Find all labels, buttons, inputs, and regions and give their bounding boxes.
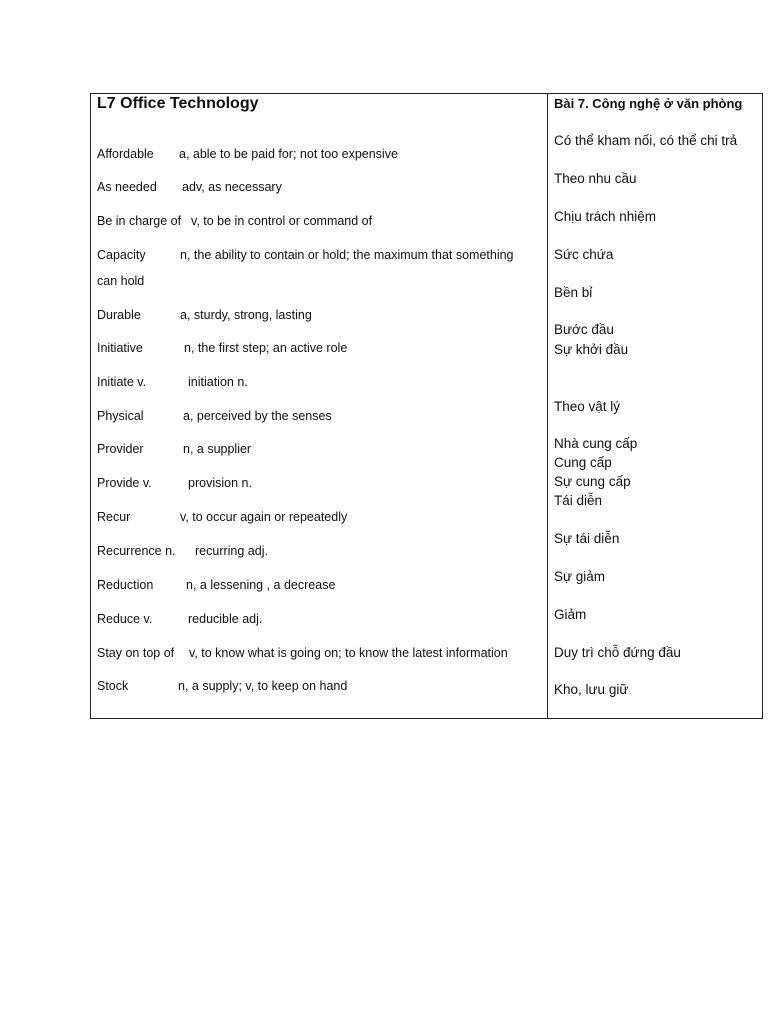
definition-stay-on-top-of: v, to know what is going on; to know the latest information xyxy=(189,646,508,660)
term-reduce: Reduce v. xyxy=(97,612,153,626)
definition-stock: n, a supply; v, to keep on hand xyxy=(178,679,348,693)
translation-initiative: Bước đầu xyxy=(554,322,614,337)
term-stock: Stock xyxy=(97,679,129,693)
lesson-title-vietnamese: Bài 7. Công nghệ ở văn phòng xyxy=(554,96,743,111)
term-provide: Provide v. xyxy=(97,476,152,490)
translation-affordable: Có thể kham nối, có thể chi trả xyxy=(554,133,738,148)
term-recurrence: Recurrence n. xyxy=(97,544,176,558)
term-physical: Physical xyxy=(97,409,144,423)
translation-initiation: Sự khởi đầu xyxy=(554,342,629,357)
term-provider: Provider xyxy=(97,442,144,456)
definition-capacity: n, the ability to contain or hold; the maximum that something xyxy=(180,248,514,262)
definition-reduction: n, a lessening , a decrease xyxy=(186,578,336,592)
term-as-needed: As needed xyxy=(97,180,157,194)
definition-physical: a, perceived by the senses xyxy=(183,409,332,423)
definition-durable: a, sturdy, strong, lasting xyxy=(180,308,312,322)
term-durable: Durable xyxy=(97,308,141,322)
translation-as-needed: Theo nhu cầu xyxy=(554,171,637,186)
definition-recurrence: recurring adj. xyxy=(195,544,268,558)
definition-provider: n, a supplier xyxy=(183,442,252,456)
column-divider xyxy=(547,94,548,718)
vocabulary-table xyxy=(90,93,763,719)
term-reduction: Reduction xyxy=(97,578,154,592)
translation-capacity: Sức chứa xyxy=(554,247,614,262)
term-stay-on-top-of: Stay on top of xyxy=(97,646,175,660)
term-be-in-charge-of: Be in charge of xyxy=(97,214,182,228)
definition-reduce: reducible adj. xyxy=(188,612,263,626)
definition-affordable: a, able to be paid for; not too expensive xyxy=(179,147,398,161)
definition-recur: v, to occur again or repeatedly xyxy=(180,510,348,524)
translation-provision: Sự cung cấp xyxy=(554,474,631,489)
translation-physical: Theo vật lý xyxy=(554,399,621,414)
translation-provider: Nhà cung cấp xyxy=(554,436,638,451)
term-recur: Recur xyxy=(97,510,131,524)
lesson-title-english: L7 Office Technology xyxy=(97,95,259,112)
definition-be-in-charge-of: v, to be in control or command of xyxy=(191,214,373,228)
translation-durable: Bền bỉ xyxy=(554,285,593,300)
translation-recurrence: Sự tái diễn xyxy=(554,531,620,546)
translation-stay-on-top-of: Duy trì chỗ đứng đầu xyxy=(554,645,681,660)
term-capacity: Capacity xyxy=(97,248,146,262)
term-initiate: Initiate v. xyxy=(97,375,147,389)
translation-reduce: Giảm xyxy=(554,607,587,622)
definition-provide: provision n. xyxy=(188,476,252,490)
definition-as-needed: adv, as necessary xyxy=(182,180,282,194)
definition-initiate: initiation n. xyxy=(188,375,248,389)
translation-stock: Kho, lưu giữ xyxy=(554,682,629,697)
translation-provide: Cung cấp xyxy=(554,455,612,470)
translation-be-in-charge-of: Chịu trách nhiệm xyxy=(554,209,657,224)
definition-capacity-continued: can hold xyxy=(97,274,145,288)
translation-reduction: Sự giảm xyxy=(554,569,606,584)
term-affordable: Affordable xyxy=(97,147,154,161)
translation-recur: Tái diễn xyxy=(554,493,603,508)
term-initiative: Initiative xyxy=(97,341,143,355)
definition-initiative: n, the first step; an active role xyxy=(184,341,348,355)
